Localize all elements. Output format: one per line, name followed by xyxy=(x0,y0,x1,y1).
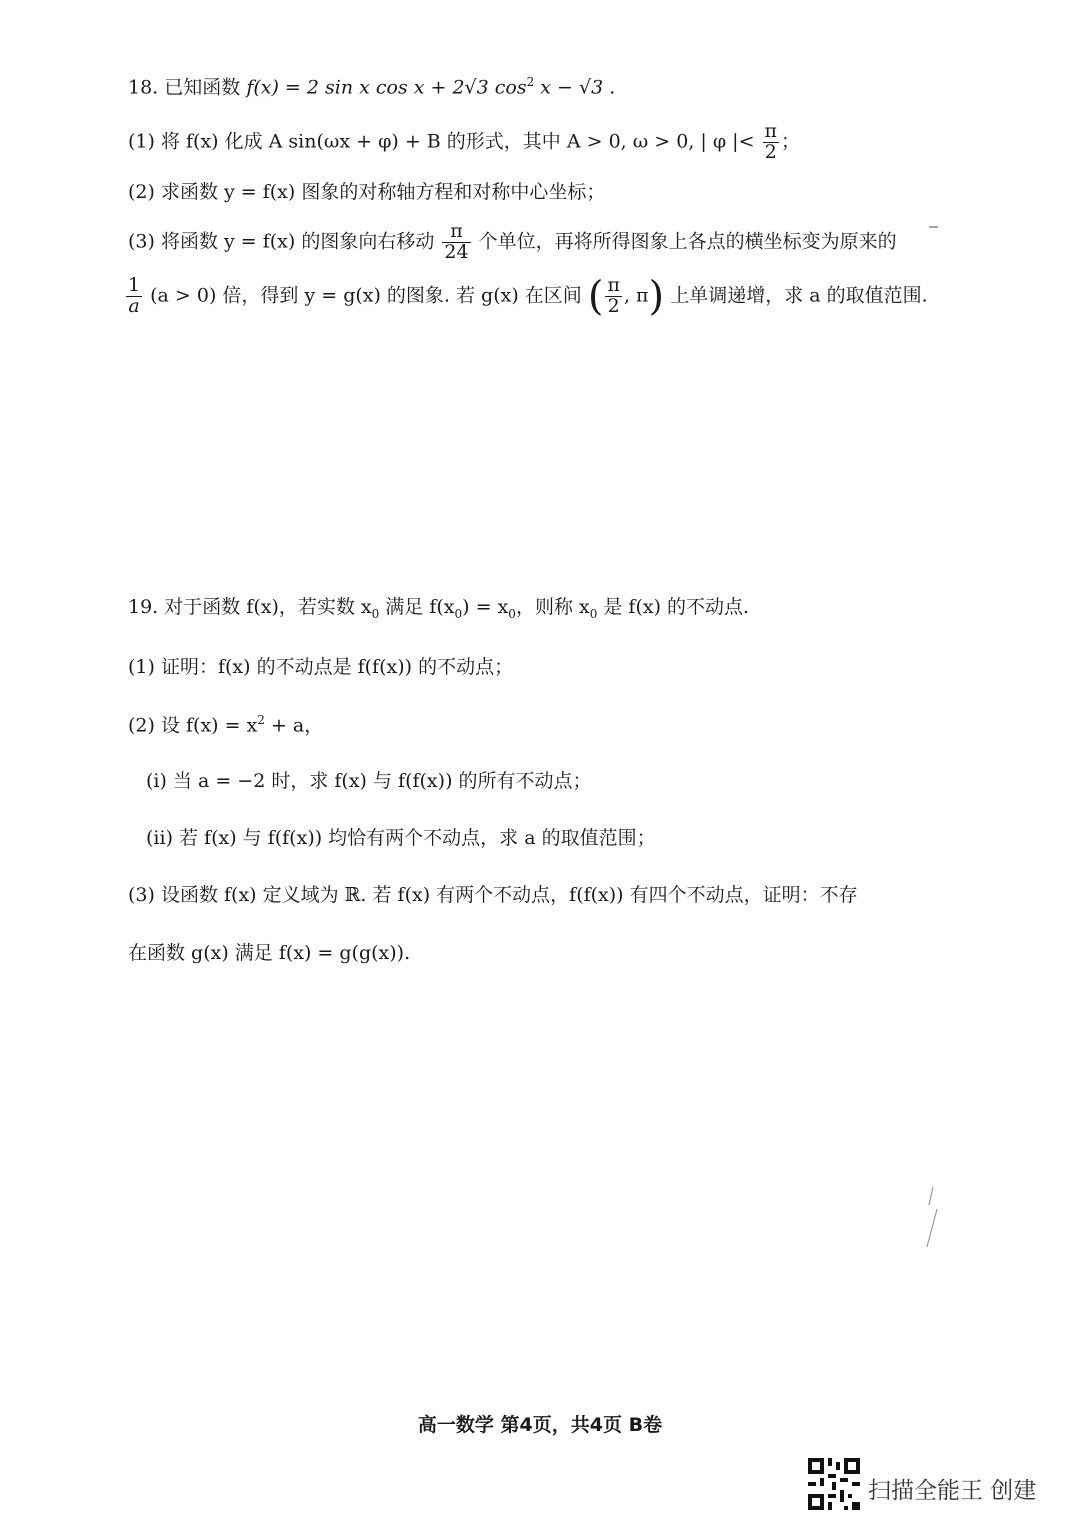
q19-stem xyxy=(128,598,749,620)
q18-part3-coefficient-fraction xyxy=(126,276,142,317)
subscript: 0 xyxy=(508,606,516,621)
q19-part2 xyxy=(128,714,323,735)
q19-part3-line1: (3) 设函数 f(x) 定义域为 ℝ. 若 f(x) 有两个不动点，f(f(x)) 有四个不动点，证明：不存 xyxy=(128,884,858,906)
subscript: 0 xyxy=(589,606,598,621)
q19-stem-b: 满足 f(x xyxy=(379,596,455,618)
q18-part1 xyxy=(128,122,800,163)
q18-part3-interval-fraction xyxy=(605,276,622,317)
q19-part1: (1) 证明：f(x) 的不动点是 f(f(x)) 的不动点； xyxy=(128,656,514,678)
right-paren: ) xyxy=(648,273,665,320)
q19-part2-ii: (ii) 若 f(x) 与 f(f(x)) 均恰有两个不动点，求 a 的取值范围； xyxy=(146,827,656,849)
q18-part1-fraction xyxy=(763,122,780,163)
page-footer: 高一数学 第4页，共4页 B卷 xyxy=(417,1414,663,1436)
q19-stem-c: ) = x xyxy=(462,596,509,618)
scanner-watermark: 扫描全能王 创建 xyxy=(868,1478,1037,1504)
q19-part2-text-b: + a， xyxy=(264,714,324,737)
q18-part3-text-b: 个单位，再将所得图象上各点的横坐标变为原来的 xyxy=(478,230,897,253)
q18-part3-line2 xyxy=(124,273,928,320)
q18-sup: 2 xyxy=(526,75,535,89)
q19-stem-a: 19. 对于函数 f(x)，若实数 x xyxy=(128,596,372,618)
q18-part3-text-c: (a > 0) 倍，得到 y = g(x) 的图象. 若 g(x) 在区间 xyxy=(150,284,582,307)
fraction-numerator: 1 xyxy=(128,274,141,296)
q18-part2: (2) 求函数 y = f(x) 图象的对称轴方程和对称中心坐标； xyxy=(128,181,606,203)
scan-mark xyxy=(915,1185,945,1255)
q18-part3-interval-tail: , π xyxy=(623,284,649,307)
q18-stem xyxy=(128,76,615,97)
q19-part2-text-a: (2) 设 f(x) = x xyxy=(128,714,258,737)
q18-part3-fraction xyxy=(442,222,470,263)
fraction-denominator: 2 xyxy=(607,294,620,317)
fraction-numerator: π xyxy=(442,222,470,243)
q18-part3-text-d: 上单调递增，求 a 的取值范围. xyxy=(670,284,928,307)
q18-part1-end: ； xyxy=(781,130,801,153)
q19-stem-e: 是 f(x) 的不动点. xyxy=(597,596,750,618)
fraction-numerator: π xyxy=(764,120,778,142)
subscript: 0 xyxy=(454,606,463,621)
subscript: 0 xyxy=(371,606,380,621)
fraction-denominator: a xyxy=(128,294,140,317)
scan-mark xyxy=(928,224,940,230)
left-paren: ( xyxy=(587,273,604,320)
q18-number: 18. 已知函数 xyxy=(128,76,241,99)
superscript: 2 xyxy=(257,713,265,727)
q18-function: f(x) = 2 sin x cos x + 2√3 cos xyxy=(246,76,527,99)
fraction-denominator: 2 xyxy=(764,140,777,163)
q19-part2-i: (i) 当 a = −2 时，求 f(x) 与 f(f(x)) 的所有不动点； xyxy=(146,770,592,792)
q18-part3-line1 xyxy=(128,222,897,263)
q19-stem-d: ，则称 x xyxy=(515,596,590,618)
q18-part3-text-a: (3) 将函数 y = f(x) 的图象向右移动 xyxy=(128,230,435,253)
q18-function-tail: x − √3 . xyxy=(534,76,616,99)
fraction-denominator: 24 xyxy=(444,240,469,263)
fraction-numerator: π xyxy=(607,274,620,296)
q19-part3-line2: 在函数 g(x) 满足 f(x) = g(g(x)). xyxy=(128,942,411,964)
qr-code-icon xyxy=(808,1458,860,1510)
q18-part1-text: (1) 将 f(x) 化成 A sin(ωx + φ) + B 的形式，其中 A > 0, ω > 0, | φ |< xyxy=(128,130,755,153)
